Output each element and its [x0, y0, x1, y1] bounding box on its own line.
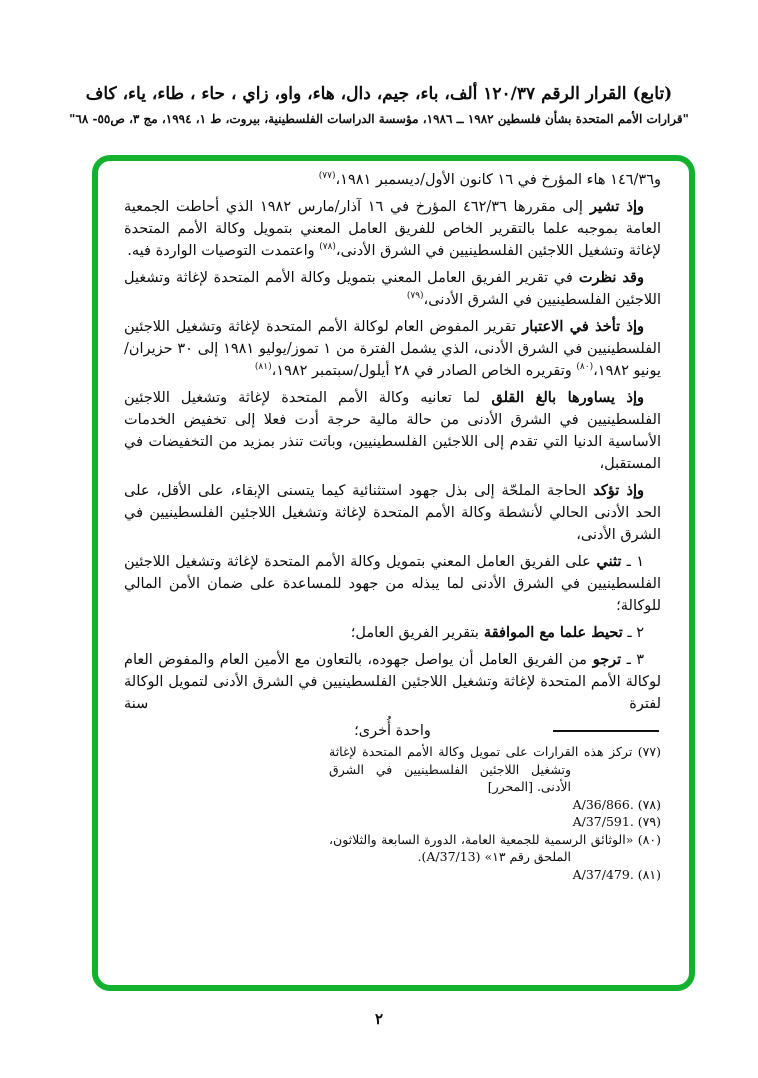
continuation-paragraph: و١٤٦/٣٦ هاء المؤرخ في ١٦ كانون الأول/ديسمبر ١٩٨١،$^{(٧٧)}$: [318, 171, 661, 188]
footnote-79: (٧٩) A/37/591.: [572, 814, 661, 829]
preambular-paragraph-taking-into-account: وإذ تأخذ في الاعتبار تقرير المفوض العام لوكالة الأمم المتحدة لإغاثة وتشغيل اللاجئين الفلسطينيين في الشرق الأدنى، الذي يشمل الفترة من ١ تموز/يوليو ١٩٨١ إلى ٣٠ حزيران/يونيو ١٩٨٢،$^{(٨٠)}$ وتقريره الخاص الصادر في ٢٨ أيلول/سبتمبر ١٩٨٢،$^{(٨١)}$: [124, 318, 661, 379]
operative-paragraph-1: ١ ـ تثني على الفريق العامل المعني بتمويل وكالة الأمم المتحدة لإغاثة وتشغيل اللاجئين الفلسطينيين في الشرق الأدنى لما يبذله من جهود للمساعدة على ضمان الأمن المالي للوكالة؛: [124, 553, 661, 614]
footnotes-section: [329, 743, 661, 883]
footnote-80: (٨٠) «الوثائق الرسمية للجمعية العامة، الدورة السابعة والثلاثون، الملحق رقم ١٣» (A/37/13).: [329, 831, 661, 864]
footnote-separator: [553, 730, 659, 732]
closing-row: [124, 720, 661, 740]
preambular-paragraph-emphasizing: وإذ تؤكد الحاجة الملحّة إلى بذل جهود استثنائية كيما يتسنى الإبقاء، على الأقل، على الحد الأدنى الحالي لأنشطة وكالة الأمم المتحدة لإغاثة وتشغيل اللاجئين الفلسطينيين في الشرق الأدنى،: [124, 482, 661, 543]
footnote-77: (٧٧) تركز هذه القرارات على تمويل وكالة الأمم المتحدة لإغاثة وتشغيل اللاجئين الفلسطينيين في الشرق الأدنى. [المحرر]: [329, 744, 661, 794]
resolution-title: (تابع) القرار الرقم ١٢٠/٣٧ ألف، باء، جيم، دال، هاء، واو، زاي ، حاء ، طاء، ياء، كاف: [85, 84, 673, 104]
page-header: [0, 84, 758, 126]
footnote-81: (٨١) A/37/479.: [572, 866, 661, 882]
footnote-78: (٧٨) A/36/866.: [572, 796, 661, 812]
resolution-body: [124, 169, 661, 883]
preambular-paragraph-having-considered: وقد نظرت في تقرير الفريق العامل المعني بتمويل وكالة الأمم المتحدة لإغاثة وتشغيل اللاجئين الفلسطينيين في الشرق الأدنى،$^{(٧٩)}$: [124, 269, 661, 308]
preambular-paragraph-recalling: وإذ تشير إلى مقررها ٤٦٢/٣٦ المؤرخ في ١٦ آذار/مارس ١٩٨٢ الذي أحاطت الجمعية العامة بموجبه علما بالتقرير الخاص للفريق العامل المعني بتمويل وكالة الأمم المتحدة لإغاثة وتشغيل اللاجئين الفلسطينيين في الشرق الأدنى،$^{(٧٨)}$ واعتمدت التوصيات الواردة فيه.: [124, 198, 661, 259]
preambular-paragraph-deeply-concerned: وإذ يساورها بالغ القلق لما تعانيه وكالة الأمم المتحدة لإغاثة وتشغيل اللاجئين الفلسطينيين في الشرق الأدنى من حالة مالية حرجة أدت فعلا إلى تخفيض الخدمات الأساسية الدنيا التي تقدم إلى اللاجئين الفلسطينيين، وباتت تنذر بمزيد من التخفيضات في المستقبل،: [124, 389, 661, 472]
closing-line: واحدة أُخرى؛: [354, 723, 431, 739]
page-number: ٢: [374, 1010, 384, 1028]
source-citation: "قرارات الأمم المتحدة بشأن فلسطين ١٩٨٢ ــ ١٩٨٦، مؤسسة الدراسات الفلسطينية، بيروت، ط ١، ١٩٩٤، مج ٣، ص٥٥- ٦٨": [69, 112, 689, 126]
operative-paragraph-3: ٣ ـ ترجو من الفريق العامل أن يواصل جهوده، بالتعاون مع الأمين العام والمفوض العام لوكالة الأمم المتحدة لإغاثة وتشغيل اللاجئين الفلسطينيين في الشرق الأدنى لتمويل الوكالة لفترة سنة: [124, 651, 661, 712]
operative-paragraph-2: ٢ ـ تحيط علما مع الموافقة بتقرير الفريق العامل؛: [350, 624, 644, 641]
